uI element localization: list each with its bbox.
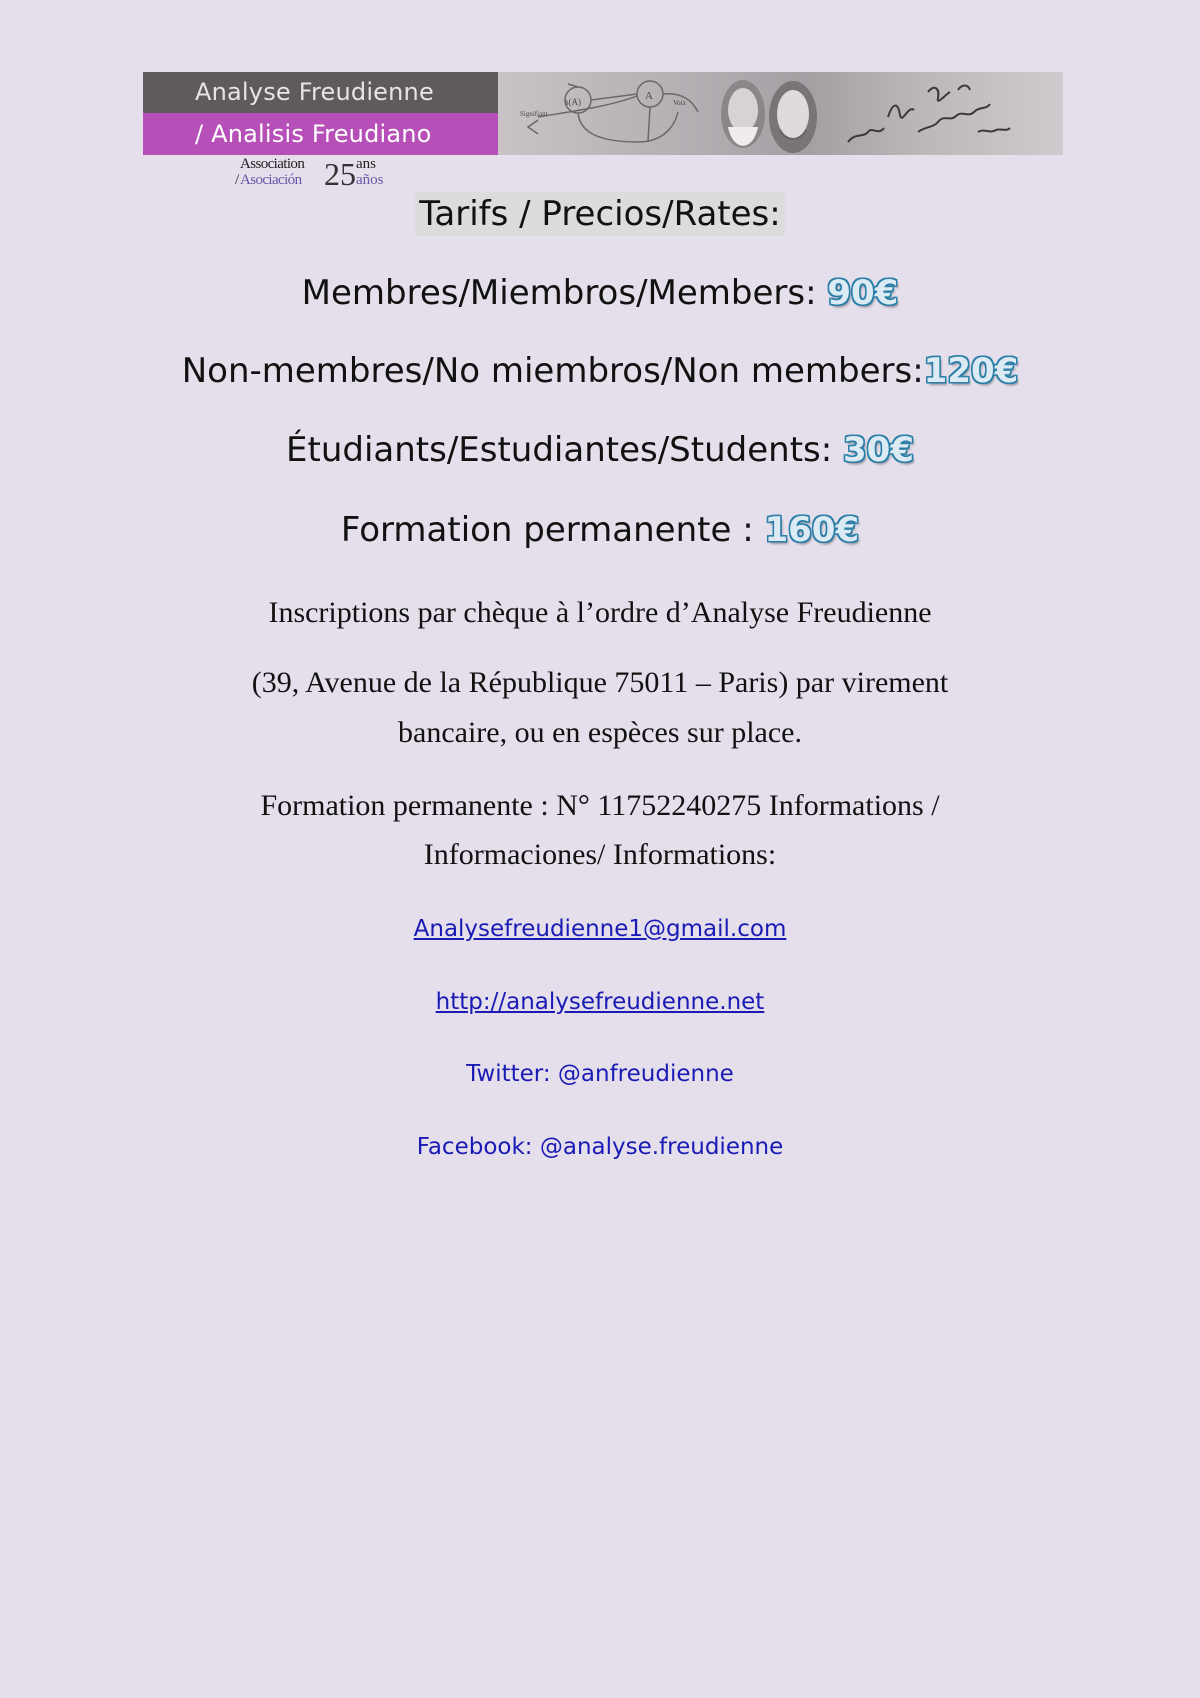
badge-association-fr: Association xyxy=(240,156,305,172)
info-line-3: bancaire, ou en espèces sur place. xyxy=(398,716,802,749)
nonmembers-rate-row xyxy=(0,351,1200,391)
students-rate-label: Étudiants/Estudiantes/Students: xyxy=(286,430,843,470)
banner-illustration xyxy=(498,72,1063,155)
info-line-4: Formation permanente : N° 11752240275 Informations / xyxy=(260,789,940,822)
banner-title-fr: Analyse Freudienne xyxy=(143,72,498,113)
twitter-handle: Twitter: @anfreudienne xyxy=(466,1061,734,1087)
facebook-handle: Facebook: @analyse.freudienne xyxy=(416,1134,784,1160)
badge-ans: ans xyxy=(356,156,376,172)
formation-rate-label: Formation permanente : xyxy=(340,510,765,550)
email-row xyxy=(0,916,1200,942)
nonmembers-rate-price: 120€ xyxy=(923,351,1019,391)
members-rate-label: Membres/Miembros/Members: xyxy=(301,273,828,313)
students-rate-price: 30€ xyxy=(843,430,914,470)
website-link[interactable]: http://analysefreudienne.net xyxy=(435,989,765,1015)
info-line-5: Informaciones/ Informations: xyxy=(423,838,777,871)
members-rate-row xyxy=(0,273,1200,313)
website-row xyxy=(0,989,1200,1015)
badge-association-es: Asociación xyxy=(240,172,302,188)
badge-years-number: 25 xyxy=(324,156,356,192)
header-banner xyxy=(143,72,1063,155)
formation-rate-price: 160€ xyxy=(764,510,860,550)
members-rate-price: 90€ xyxy=(827,273,899,313)
badge-anos: años xyxy=(356,172,384,188)
portrait-silhouettes xyxy=(721,80,817,153)
facebook-row xyxy=(0,1134,1200,1160)
graph-label-signifiant: Signifiant xyxy=(520,110,548,118)
handwriting-scribble xyxy=(848,86,1010,143)
graph-label-small-a: s(A) xyxy=(565,97,581,107)
rates-heading-row xyxy=(0,194,1200,234)
nonmembers-rate-label: Non-membres/No miembros/Non members: xyxy=(181,351,924,391)
students-rate-row xyxy=(0,430,1200,470)
anniversary-badge xyxy=(235,156,400,192)
graph-and-portraits-illustration xyxy=(498,72,1063,155)
email-link[interactable]: Analysefreudienne1@gmail.com xyxy=(413,916,787,942)
formation-rate-row xyxy=(0,510,1200,550)
graph-label-voix: Voix xyxy=(673,99,687,107)
graph-label-big-a: A xyxy=(645,90,653,102)
twitter-row xyxy=(0,1061,1200,1087)
info-line-1: Inscriptions par chèque à l’ordre d’Analyse Freudienne xyxy=(268,596,932,629)
badge-slash: / xyxy=(235,172,240,188)
rates-heading: Tarifs / Precios/Rates: xyxy=(415,192,784,236)
info-line-2: (39, Avenue de la République 75011 – Paris) par virement xyxy=(251,666,949,699)
banner-title-es: / Analisis Freudiano xyxy=(143,113,498,155)
